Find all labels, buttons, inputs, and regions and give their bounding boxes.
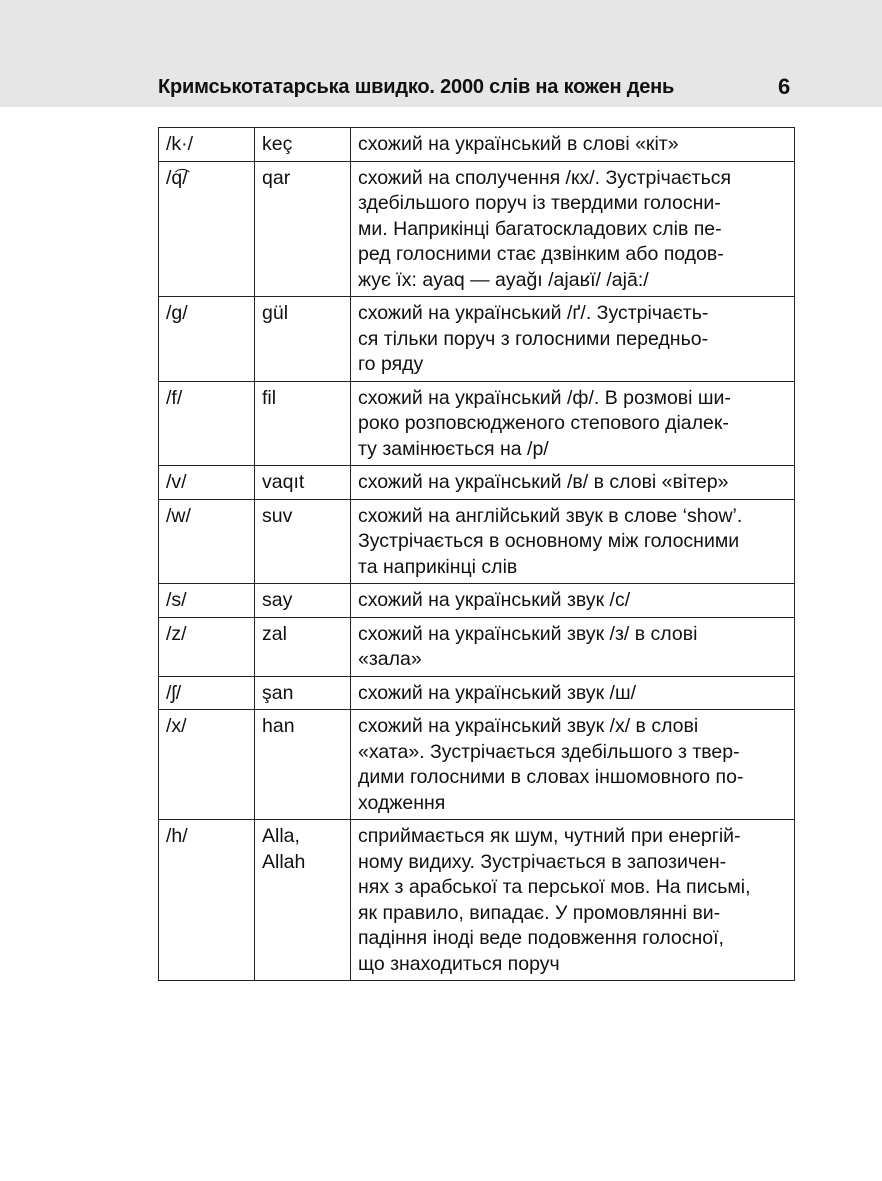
phoneme-table <box>158 127 795 981</box>
page-number: 6 <box>778 74 791 99</box>
table-row <box>159 381 795 466</box>
ipa-cell: /ʃ/ <box>159 676 255 710</box>
description-cell: схожий на український звук /с/ <box>351 584 795 618</box>
table-row <box>159 820 795 981</box>
example-cell: keç <box>255 128 351 162</box>
example-cell: vaqıt <box>255 466 351 500</box>
ipa-cell: /h/ <box>159 820 255 981</box>
ipa-cell: /s/ <box>159 584 255 618</box>
ipa-cell: /k·/ <box>159 128 255 162</box>
table-row <box>159 584 795 618</box>
description-cell: схожий на український звук /ш/ <box>351 676 795 710</box>
example-cell: Alla, Allah <box>255 820 351 981</box>
description-cell: схожий на англійський звук в слове ‘show’. Зустрічається в основному між голосними та наприкінці слів <box>351 499 795 584</box>
ipa-cell: /w/ <box>159 499 255 584</box>
running-header-title: Кримськотатарська швидко. 2000 слів на кожен день <box>158 76 675 98</box>
description-cell: сприймається як шум, чутний при енергій- ному видиху. Зустрічається в запозичен- нях з арабської та перської мов. На письмі, як правило, випадає. У промовлянні ви- падіння іноді веде подовження голосної, що знаходиться поруч <box>351 820 795 981</box>
example-cell: gül <box>255 297 351 382</box>
description-cell: схожий на український /в/ в слові «вітер» <box>351 466 795 500</box>
example-cell: fil <box>255 381 351 466</box>
description-cell: схожий на український звук /х/ в слові «хата». Зустрічається здебільшого з твер- дими голосними в словах іншомовного по- ходження <box>351 710 795 820</box>
example-cell: say <box>255 584 351 618</box>
ipa-cell: /g/ <box>159 297 255 382</box>
example-cell: qar <box>255 161 351 297</box>
table-row <box>159 161 795 297</box>
table-row <box>159 617 795 676</box>
table-row <box>159 297 795 382</box>
description-cell: схожий на сполучення /кх/. Зустрічається здебільшого поруч із твердими голосни- ми. Наприкінці багатоскладових слів пе- ред голосними стає дзвінким або подов- жує їх: ayaq — ayağı /ajaʁï/ /ajā:/ <box>351 161 795 297</box>
description-cell: схожий на український /ф/. В розмові ши- роко розповсюдженого степового діалек- ту замінюється на /p/ <box>351 381 795 466</box>
ipa-cell: /z/ <box>159 617 255 676</box>
example-cell: zal <box>255 617 351 676</box>
description-cell: схожий на український звук /з/ в слові «зала» <box>351 617 795 676</box>
table-row <box>159 466 795 500</box>
ipa-cell: /v/ <box>159 466 255 500</box>
description-cell: схожий на український /ґ/. Зустрічаєть- ся тільки поруч з голосними передньо- го ряду <box>351 297 795 382</box>
ipa-cell: /x/ <box>159 710 255 820</box>
table-row <box>159 676 795 710</box>
table-row <box>159 499 795 584</box>
ipa-cell: /q͡/ <box>159 161 255 297</box>
example-cell: han <box>255 710 351 820</box>
table-row <box>159 128 795 162</box>
example-cell: suv <box>255 499 351 584</box>
table-row <box>159 710 795 820</box>
description-cell: схожий на український в слові «кіт» <box>351 128 795 162</box>
ipa-cell: /f/ <box>159 381 255 466</box>
example-cell: şan <box>255 676 351 710</box>
